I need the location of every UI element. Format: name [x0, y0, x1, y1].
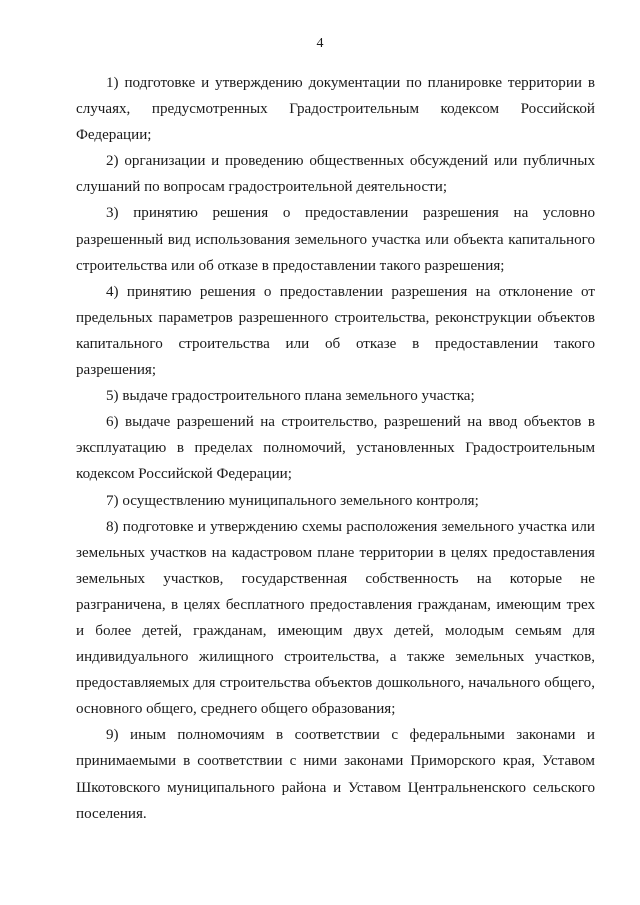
list-item-4: 4) принятию решения о предоставлении разрешения на отклонение от предельных параметров разрешенного строительства, реконструкции объектов капитального строительства или об отказе в предоставлении такого разрешения; [76, 283, 595, 379]
list-item-6: 6) выдаче разрешений на строительство, разрешений на ввод объектов в эксплуатацию в пределах полномочий, установленных Градостроительным кодексом Российской Федерации; [76, 414, 595, 483]
document-body [76, 70, 595, 827]
list-item-2: 2) организации и проведению общественных обсуждений или публичных слушаний по вопросам градостроительной деятельности; [76, 153, 595, 196]
list-item-7: 7) осуществлению муниципального земельного контроля; [106, 492, 479, 509]
list-item-5: 5) выдаче градостроительного плана земельного участка; [106, 388, 475, 405]
list-item-9: 9) иным полномочиям в соответствии с федеральными законами и принимаемыми в соответствии с ними законами Приморского края, Уставом Шкотовского муниципального района и Уставом Центральненского сельского поселения. [76, 727, 595, 822]
list-item-3: 3) принятию решения о предоставлении разрешения на условно разрешенный вид использования земельного участка или объекта капитального строительства или об отказе в предоставлении такого разрешения; [76, 205, 595, 274]
list-item-8: 8) подготовке и утверждению схемы расположения земельного участка или земельных участков на кадастровом плане территории в целях предоставления земельных участков, государственная собственность на которые не разграничена, в целях бесплатного предоставления гражданам, имеющим трех и более детей, гражданам, имеющим двух детей, молодым семьям для индивидуального жилищного строительства, а также земельных участков, предоставляемых для строительства объектов дошкольного, начального общего, основного общего, среднего общего образования; [76, 518, 595, 718]
list-item-1: 1) подготовке и утверждению документации по планировке территории в случаях, предусмотренных Градостроительным кодексом Российской Федерации; [76, 75, 595, 144]
page-number: 4 [316, 36, 324, 51]
